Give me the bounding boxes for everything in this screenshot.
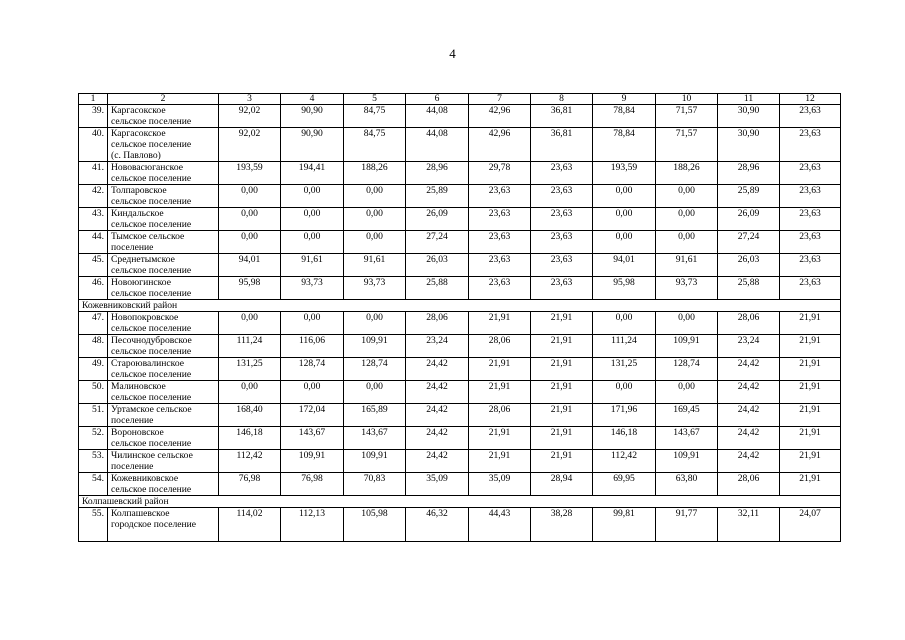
value-cell: 21,91 — [531, 427, 593, 450]
value-cell: 0,00 — [344, 231, 406, 254]
value-cell: 26,03 — [718, 254, 780, 277]
value-cell: 24,42 — [406, 450, 469, 473]
settlement-name-line: Новоюгинское — [111, 277, 171, 288]
value-cell: 168,40 — [219, 404, 281, 427]
row-number: 41. — [79, 162, 108, 185]
value-cell: 78,84 — [593, 105, 656, 128]
settlement-name — [108, 312, 219, 335]
settlement-name-line: сельское поселение — [111, 346, 192, 357]
value-cell: 90,90 — [281, 128, 344, 162]
value-cell: 35,09 — [406, 473, 469, 496]
settlement-name-line: Нововасюганское — [111, 162, 184, 173]
value-cell: 95,98 — [593, 277, 656, 300]
value-cell: 112,42 — [593, 450, 656, 473]
table-row — [79, 450, 841, 473]
column-header: 5 — [344, 94, 406, 105]
value-cell: 99,81 — [593, 508, 656, 542]
value-cell: 112,42 — [219, 450, 281, 473]
value-cell: 21,91 — [531, 381, 593, 404]
value-cell: 28,96 — [718, 162, 780, 185]
row-number: 54. — [79, 473, 108, 496]
value-cell: 42,96 — [469, 128, 531, 162]
value-cell: 91,77 — [656, 508, 718, 542]
value-cell: 95,98 — [219, 277, 281, 300]
value-cell: 25,88 — [406, 277, 469, 300]
value-cell: 143,67 — [344, 427, 406, 450]
value-cell: 0,00 — [219, 312, 281, 335]
table-row — [79, 312, 841, 335]
value-cell: 36,81 — [531, 128, 593, 162]
value-cell: 0,00 — [219, 381, 281, 404]
district-row — [79, 496, 841, 508]
table-row — [79, 473, 841, 496]
value-cell: 38,28 — [531, 508, 593, 542]
value-cell: 0,00 — [656, 231, 718, 254]
value-cell: 128,74 — [344, 358, 406, 381]
table-row — [79, 335, 841, 358]
value-cell: 26,03 — [406, 254, 469, 277]
settlement-name — [108, 473, 219, 496]
value-cell: 93,73 — [656, 277, 718, 300]
row-number: 49. — [79, 358, 108, 381]
value-cell: 27,24 — [406, 231, 469, 254]
value-cell: 23,63 — [780, 128, 841, 162]
value-cell: 21,91 — [469, 381, 531, 404]
value-cell: 0,00 — [593, 381, 656, 404]
row-number: 51. — [79, 404, 108, 427]
value-cell: 21,91 — [531, 450, 593, 473]
value-cell: 146,18 — [593, 427, 656, 450]
value-cell: 24,42 — [718, 381, 780, 404]
settlement-name-line: сельское поселение — [111, 196, 192, 207]
settlement-name — [108, 162, 219, 185]
table-row — [79, 277, 841, 300]
value-cell: 23,63 — [780, 254, 841, 277]
table-row — [79, 128, 841, 162]
settlement-name-line: Кожевниковское — [111, 473, 179, 484]
value-cell: 0,00 — [656, 208, 718, 231]
settlement-name-line: Вороновское — [111, 427, 164, 438]
settlement-name-line: поселение — [111, 415, 154, 426]
value-cell: 21,91 — [531, 404, 593, 427]
row-number: 53. — [79, 450, 108, 473]
value-cell: 76,98 — [219, 473, 281, 496]
value-cell: 188,26 — [344, 162, 406, 185]
settlement-name-line: сельское поселение — [111, 369, 192, 380]
value-cell: 0,00 — [344, 208, 406, 231]
value-cell: 194,41 — [281, 162, 344, 185]
row-number: 47. — [79, 312, 108, 335]
table-row — [79, 381, 841, 404]
value-cell: 23,63 — [531, 208, 593, 231]
value-cell: 28,06 — [469, 335, 531, 358]
row-number: 52. — [79, 427, 108, 450]
value-cell: 0,00 — [344, 312, 406, 335]
settlement-name — [108, 231, 219, 254]
value-cell: 84,75 — [344, 105, 406, 128]
value-cell: 30,90 — [718, 128, 780, 162]
value-cell: 94,01 — [593, 254, 656, 277]
value-cell: 109,91 — [281, 450, 344, 473]
settlement-name-line: сельское поселение — [111, 323, 192, 334]
value-cell: 76,98 — [281, 473, 344, 496]
value-cell: 24,42 — [406, 404, 469, 427]
value-cell: 128,74 — [281, 358, 344, 381]
value-cell: 91,61 — [344, 254, 406, 277]
value-cell: 0,00 — [281, 208, 344, 231]
column-header: 10 — [656, 94, 718, 105]
value-cell: 23,63 — [469, 231, 531, 254]
column-header: 7 — [469, 94, 531, 105]
value-cell: 23,63 — [469, 185, 531, 208]
value-cell: 0,00 — [219, 231, 281, 254]
value-cell: 69,95 — [593, 473, 656, 496]
value-cell: 28,06 — [469, 404, 531, 427]
value-cell: 21,91 — [780, 335, 841, 358]
value-cell: 23,63 — [469, 277, 531, 300]
value-cell: 0,00 — [344, 185, 406, 208]
value-cell: 92,02 — [219, 105, 281, 128]
header-row — [79, 94, 841, 105]
value-cell: 0,00 — [656, 312, 718, 335]
value-cell: 0,00 — [219, 185, 281, 208]
value-cell: 21,91 — [531, 335, 593, 358]
value-cell: 23,63 — [780, 185, 841, 208]
value-cell: 23,63 — [531, 277, 593, 300]
value-cell: 93,73 — [344, 277, 406, 300]
value-cell: 0,00 — [281, 381, 344, 404]
value-cell: 23,63 — [780, 208, 841, 231]
value-cell: 111,24 — [219, 335, 281, 358]
settlement-name — [108, 105, 219, 128]
table-row — [79, 508, 841, 542]
value-cell: 24,42 — [406, 427, 469, 450]
settlement-name-line: Уртамское сельское — [111, 404, 192, 415]
value-cell: 24,42 — [718, 427, 780, 450]
value-cell: 24,42 — [406, 381, 469, 404]
value-cell: 0,00 — [593, 231, 656, 254]
settlement-name-line: сельское поселение — [111, 438, 192, 449]
settlement-name-line: Толпаровское — [111, 185, 167, 196]
value-cell: 0,00 — [281, 185, 344, 208]
settlement-name-line: Колпашевское — [111, 508, 170, 519]
value-cell: 109,91 — [656, 450, 718, 473]
value-cell: 172,04 — [281, 404, 344, 427]
value-cell: 143,67 — [656, 427, 718, 450]
value-cell: 24,42 — [718, 450, 780, 473]
settlement-name-line: Новопокровское — [111, 312, 179, 323]
value-cell: 28,06 — [718, 473, 780, 496]
settlement-name — [108, 427, 219, 450]
value-cell: 29,78 — [469, 162, 531, 185]
value-cell: 21,91 — [780, 427, 841, 450]
settlement-name — [108, 277, 219, 300]
spacer — [111, 530, 215, 541]
value-cell: 23,63 — [531, 185, 593, 208]
row-number: 55. — [79, 508, 108, 542]
value-cell: 23,24 — [718, 335, 780, 358]
value-cell: 128,74 — [656, 358, 718, 381]
table-row — [79, 185, 841, 208]
value-cell: 165,89 — [344, 404, 406, 427]
value-cell: 78,84 — [593, 128, 656, 162]
value-cell: 0,00 — [281, 231, 344, 254]
settlement-name-line: Каргасокское — [111, 105, 166, 116]
value-cell: 21,91 — [780, 450, 841, 473]
table-body — [79, 94, 841, 542]
table-row — [79, 162, 841, 185]
settlement-name-line: городское поселение — [111, 519, 197, 530]
settlement-name-line: Чилинское сельское — [111, 450, 193, 461]
value-cell: 84,75 — [344, 128, 406, 162]
table-row — [79, 358, 841, 381]
value-cell: 21,91 — [469, 312, 531, 335]
row-number: 44. — [79, 231, 108, 254]
value-cell: 116,06 — [281, 335, 344, 358]
value-cell: 93,73 — [281, 277, 344, 300]
value-cell: 26,09 — [718, 208, 780, 231]
value-cell: 21,91 — [531, 312, 593, 335]
value-cell: 91,61 — [281, 254, 344, 277]
value-cell: 35,09 — [469, 473, 531, 496]
district-row — [79, 300, 841, 312]
value-cell: 146,18 — [219, 427, 281, 450]
settlement-name-line: сельское поселение — [111, 116, 192, 127]
value-cell: 44,43 — [469, 508, 531, 542]
value-cell: 193,59 — [593, 162, 656, 185]
settlement-name-line: Песочнодубровское — [111, 335, 192, 346]
value-cell: 21,91 — [531, 358, 593, 381]
value-cell: 21,91 — [780, 404, 841, 427]
settlement-name — [108, 450, 219, 473]
table-row — [79, 208, 841, 231]
value-cell: 0,00 — [656, 381, 718, 404]
value-cell: 23,63 — [531, 162, 593, 185]
value-cell: 0,00 — [344, 381, 406, 404]
value-cell: 131,25 — [219, 358, 281, 381]
row-number: 42. — [79, 185, 108, 208]
row-number: 39. — [79, 105, 108, 128]
value-cell: 109,91 — [344, 335, 406, 358]
value-cell: 27,24 — [718, 231, 780, 254]
value-cell: 0,00 — [219, 208, 281, 231]
table-row — [79, 254, 841, 277]
settlement-name — [108, 404, 219, 427]
district-label: Колпашевский район — [79, 496, 841, 508]
value-cell: 0,00 — [593, 312, 656, 335]
column-header: 4 — [281, 94, 344, 105]
value-cell: 0,00 — [656, 185, 718, 208]
row-number: 45. — [79, 254, 108, 277]
value-cell: 169,45 — [656, 404, 718, 427]
value-cell: 44,08 — [406, 105, 469, 128]
settlement-name-line: сельское поселение — [111, 288, 192, 299]
settlement-name-line: сельское поселение — [111, 173, 192, 184]
value-cell: 131,25 — [593, 358, 656, 381]
value-cell: 30,90 — [718, 105, 780, 128]
value-cell: 21,91 — [469, 450, 531, 473]
value-cell: 25,89 — [406, 185, 469, 208]
column-header: 2 — [108, 94, 219, 105]
value-cell: 24,42 — [718, 404, 780, 427]
value-cell: 91,61 — [656, 254, 718, 277]
settlement-name-line: (с. Павлово) — [111, 150, 161, 161]
settlement-name-line: поселение — [111, 242, 154, 253]
settlement-name-line: сельское поселение — [111, 265, 192, 276]
value-cell: 23,24 — [406, 335, 469, 358]
value-cell: 21,91 — [780, 473, 841, 496]
value-cell: 23,63 — [780, 162, 841, 185]
settlement-name — [108, 508, 219, 542]
value-cell: 114,02 — [219, 508, 281, 542]
value-cell: 23,63 — [780, 277, 841, 300]
value-cell: 21,91 — [469, 427, 531, 450]
value-cell: 28,06 — [718, 312, 780, 335]
row-number: 50. — [79, 381, 108, 404]
column-header: 12 — [780, 94, 841, 105]
value-cell: 193,59 — [219, 162, 281, 185]
value-cell: 42,96 — [469, 105, 531, 128]
settlement-name-line: сельское поселение — [111, 484, 192, 495]
value-cell: 0,00 — [593, 185, 656, 208]
value-cell: 71,57 — [656, 128, 718, 162]
settlement-name-line: Среднетымское — [111, 254, 175, 265]
column-header: 3 — [219, 94, 281, 105]
column-header: 9 — [593, 94, 656, 105]
value-cell: 21,91 — [780, 312, 841, 335]
settlement-name-line: Староювалинское — [111, 358, 185, 369]
value-cell: 21,91 — [469, 358, 531, 381]
value-cell: 63,80 — [656, 473, 718, 496]
column-header: 6 — [406, 94, 469, 105]
value-cell: 92,02 — [219, 128, 281, 162]
value-cell: 25,89 — [718, 185, 780, 208]
column-header: 1 — [79, 94, 108, 105]
value-cell: 21,91 — [780, 358, 841, 381]
value-cell: 28,06 — [406, 312, 469, 335]
table-row — [79, 427, 841, 450]
value-cell: 23,63 — [531, 254, 593, 277]
value-cell: 112,13 — [281, 508, 344, 542]
settlement-name-line: сельское поселение — [111, 139, 192, 150]
row-number: 40. — [79, 128, 108, 162]
settlement-name-line: Каргасокское — [111, 128, 166, 139]
value-cell: 0,00 — [281, 312, 344, 335]
settlement-name-line: Киндальское — [111, 208, 164, 219]
settlement-name — [108, 185, 219, 208]
value-cell: 171,96 — [593, 404, 656, 427]
settlement-name — [108, 381, 219, 404]
column-header: 11 — [718, 94, 780, 105]
value-cell: 46,32 — [406, 508, 469, 542]
row-number: 43. — [79, 208, 108, 231]
value-cell: 24,07 — [780, 508, 841, 542]
value-cell: 90,90 — [281, 105, 344, 128]
table-row — [79, 404, 841, 427]
value-cell: 24,42 — [406, 358, 469, 381]
page-number: 4 — [449, 46, 456, 61]
value-cell: 71,57 — [656, 105, 718, 128]
settlement-name — [108, 335, 219, 358]
district-label: Кожевниковский район — [79, 300, 841, 312]
row-number: 48. — [79, 335, 108, 358]
table-row — [79, 231, 841, 254]
row-number: 46. — [79, 277, 108, 300]
settlement-name — [108, 128, 219, 162]
value-cell: 109,91 — [344, 450, 406, 473]
value-cell: 23,63 — [780, 105, 841, 128]
value-cell: 26,09 — [406, 208, 469, 231]
settlement-name-line: Тымское сельское — [111, 231, 185, 242]
value-cell: 21,91 — [780, 381, 841, 404]
value-cell: 0,00 — [593, 208, 656, 231]
value-cell: 105,98 — [344, 508, 406, 542]
value-cell: 23,63 — [469, 208, 531, 231]
value-cell: 23,63 — [531, 231, 593, 254]
settlement-name-line: поселение — [111, 461, 154, 472]
value-cell: 23,63 — [780, 231, 841, 254]
data-table — [78, 93, 841, 542]
column-header: 8 — [531, 94, 593, 105]
value-cell: 32,11 — [718, 508, 780, 542]
settlement-name-line: сельское поселение — [111, 392, 192, 403]
value-cell: 28,96 — [406, 162, 469, 185]
value-cell: 70,83 — [344, 473, 406, 496]
table-row — [79, 105, 841, 128]
value-cell: 24,42 — [718, 358, 780, 381]
settlement-name — [108, 254, 219, 277]
settlement-name-line: Малиновское — [111, 381, 166, 392]
value-cell: 109,91 — [656, 335, 718, 358]
value-cell: 188,26 — [656, 162, 718, 185]
value-cell: 44,08 — [406, 128, 469, 162]
settlement-name-line: сельское поселение — [111, 219, 192, 230]
settlement-name — [108, 208, 219, 231]
value-cell: 111,24 — [593, 335, 656, 358]
value-cell: 94,01 — [219, 254, 281, 277]
value-cell: 25,88 — [718, 277, 780, 300]
value-cell: 36,81 — [531, 105, 593, 128]
value-cell: 28,94 — [531, 473, 593, 496]
value-cell: 143,67 — [281, 427, 344, 450]
value-cell: 23,63 — [469, 254, 531, 277]
settlement-name — [108, 358, 219, 381]
